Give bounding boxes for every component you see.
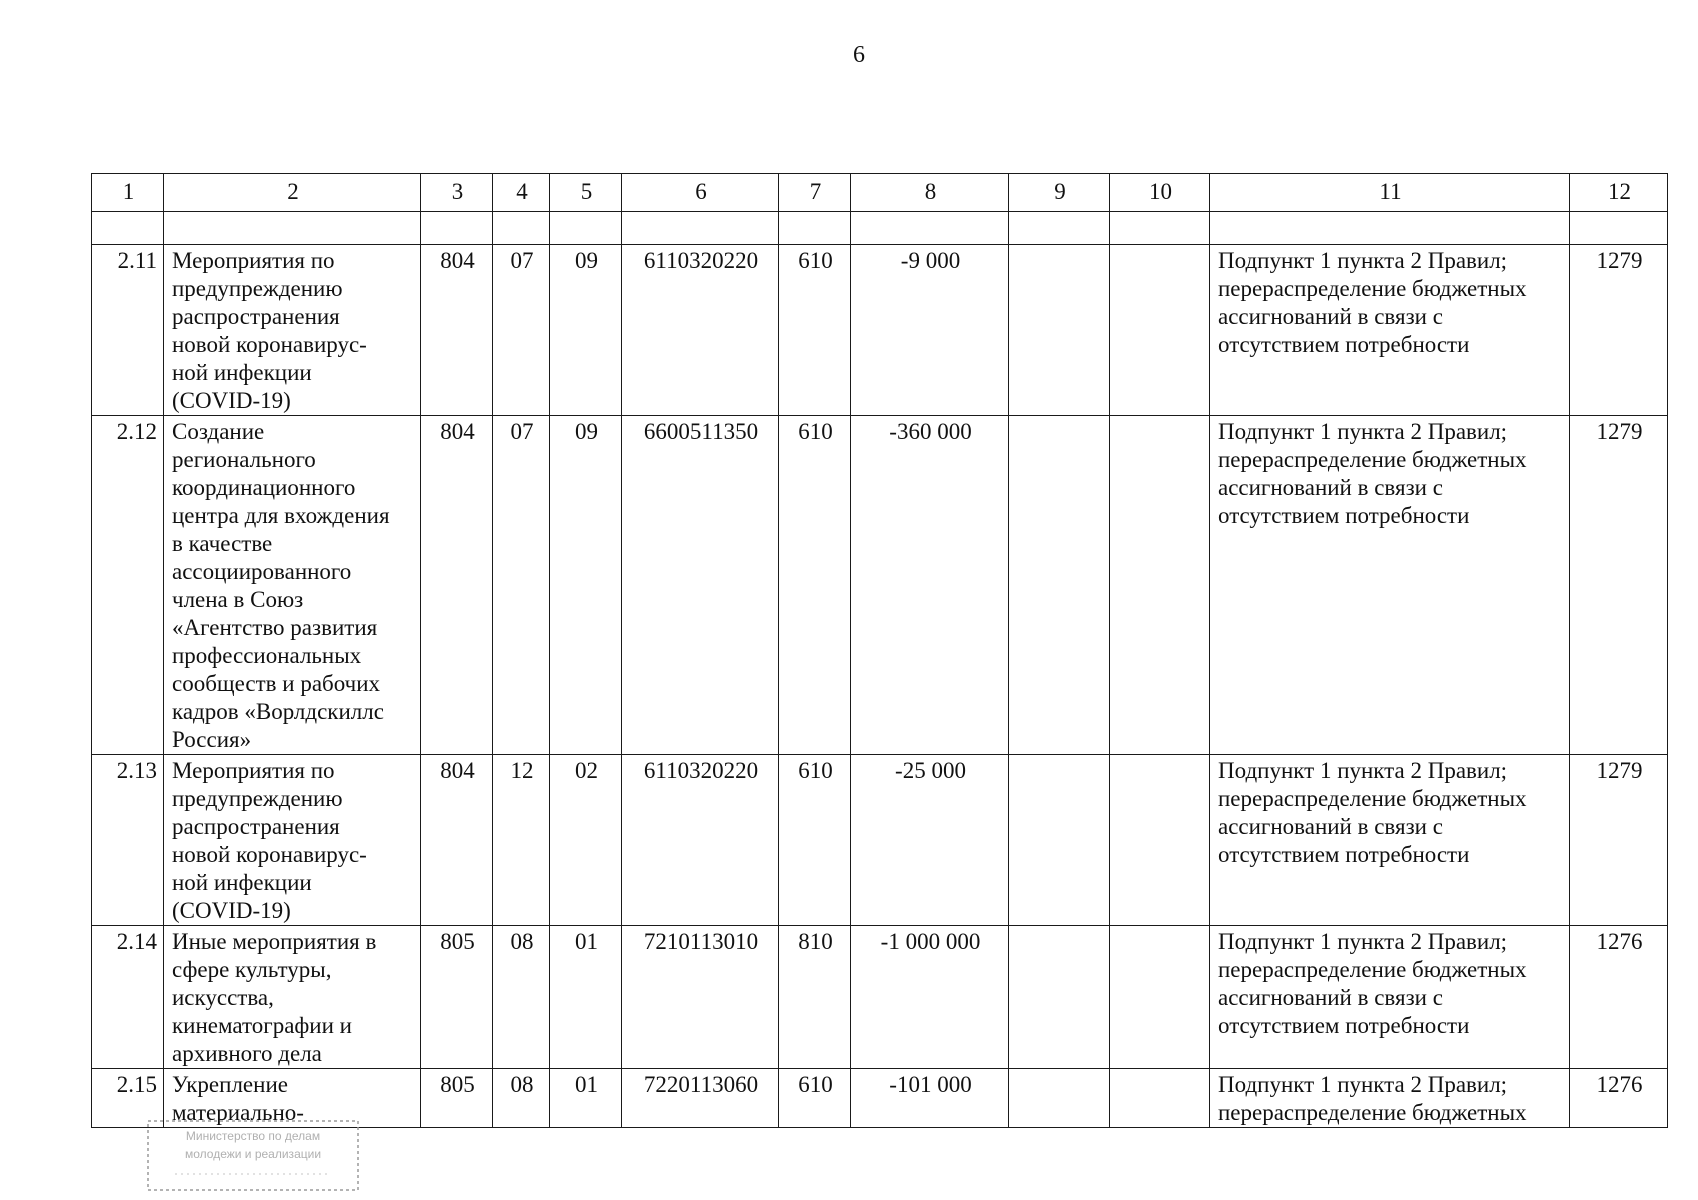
amount: -101 000 (851, 1069, 1009, 1128)
cell-col10 (1110, 1069, 1210, 1128)
basis-text: Подпункт 1 пункта 2 Правил; перераспределение бюджетных ассигнований в связи с отсутствием потребности (1210, 926, 1570, 1069)
column-number: 1 (92, 174, 164, 212)
cell-col12: 1276 (1570, 1069, 1668, 1128)
table-row (92, 245, 1668, 416)
cell-col9 (1009, 416, 1110, 755)
basis-text: Подпункт 1 пункта 2 Правил; перераспределение бюджетных ассигнований в связи с отсутствием потребности (1210, 416, 1570, 755)
cell-col12: 1279 (1570, 245, 1668, 416)
row-number: 2.15 (92, 1069, 164, 1128)
column-number: 7 (779, 174, 851, 212)
cell-col7: 610 (779, 755, 851, 926)
cell-col10 (1110, 416, 1210, 755)
cell-col12: 1279 (1570, 755, 1668, 926)
cell-col3: 804 (421, 755, 493, 926)
amount: -360 000 (851, 416, 1009, 755)
cell-col7: 610 (779, 1069, 851, 1128)
svg-text:Министерство по делам: Министерство по делам (185, 1129, 321, 1143)
cell-col5: 02 (550, 755, 622, 926)
column-number: 2 (164, 174, 421, 212)
amount: -25 000 (851, 755, 1009, 926)
budget-table (91, 173, 1668, 1128)
column-number: 4 (493, 174, 550, 212)
table-row (92, 926, 1668, 1069)
expense-name: Создание регионального координационного центра для вхождения в качестве ассоциированного члена в Союз «Агентство развития профессиональных сообществ и рабочих кадров «Ворлдскиллс Россия» (164, 416, 421, 755)
cell-col12: 1279 (1570, 416, 1668, 755)
column-number: 10 (1110, 174, 1210, 212)
cell-col4: 07 (493, 245, 550, 416)
amount: -1 000 000 (851, 926, 1009, 1069)
cell-col12: 1276 (1570, 926, 1668, 1069)
basis-text: Подпункт 1 пункта 2 Правил; перераспределение бюджетных (1210, 1069, 1570, 1128)
table-row (92, 416, 1668, 755)
row-number: 2.14 (92, 926, 164, 1069)
column-number: 6 (622, 174, 779, 212)
column-number: 8 (851, 174, 1009, 212)
cell-col4: 07 (493, 416, 550, 755)
cell-col5: 01 (550, 926, 622, 1069)
cell-col3: 805 (421, 1069, 493, 1128)
cell-col7: 810 (779, 926, 851, 1069)
cell-col5: 09 (550, 245, 622, 416)
amount: -9 000 (851, 245, 1009, 416)
column-number: 5 (550, 174, 622, 212)
registration-stamp (145, 1118, 361, 1193)
svg-text:молодежи и реализации: молодежи и реализации (184, 1147, 322, 1161)
column-number: 12 (1570, 174, 1668, 212)
cell-col9 (1009, 755, 1110, 926)
cell-col4: 08 (493, 1069, 550, 1128)
cell-col6: 7210113010 (622, 926, 779, 1069)
page-number: 6 (853, 42, 865, 68)
cell-col10 (1110, 755, 1210, 926)
cell-col9 (1009, 245, 1110, 416)
cell-col10 (1110, 245, 1210, 416)
cell-col3: 805 (421, 926, 493, 1069)
cell-col9 (1009, 926, 1110, 1069)
expense-name: Укрепление материально- (164, 1069, 421, 1128)
column-number-row (92, 174, 1668, 212)
spacer-row (92, 212, 1668, 245)
cell-col7: 610 (779, 416, 851, 755)
cell-col5: 09 (550, 416, 622, 755)
expense-name: Мероприятия по предупреждению распространения новой коронавирус- ной инфекции (COVID-19) (164, 245, 421, 416)
row-number: 2.13 (92, 755, 164, 926)
cell-col6: 6110320220 (622, 245, 779, 416)
cell-col6: 6600511350 (622, 416, 779, 755)
column-number: 11 (1210, 174, 1570, 212)
cell-col4: 12 (493, 755, 550, 926)
table-row (92, 755, 1668, 926)
basis-text: Подпункт 1 пункта 2 Правил; перераспределение бюджетных ассигнований в связи с отсутствием потребности (1210, 245, 1570, 416)
cell-col5: 01 (550, 1069, 622, 1128)
cell-col9 (1009, 1069, 1110, 1128)
cell-col6: 7220113060 (622, 1069, 779, 1128)
cell-col3: 804 (421, 245, 493, 416)
column-number: 3 (421, 174, 493, 212)
cell-col4: 08 (493, 926, 550, 1069)
expense-name: Иные мероприятия в сфере культуры, искусства, кинематографии и архивного дела (164, 926, 421, 1069)
cell-col10 (1110, 926, 1210, 1069)
row-number: 2.11 (92, 245, 164, 416)
column-number: 9 (1009, 174, 1110, 212)
cell-col7: 610 (779, 245, 851, 416)
cell-col3: 804 (421, 416, 493, 755)
row-number: 2.12 (92, 416, 164, 755)
basis-text: Подпункт 1 пункта 2 Правил; перераспределение бюджетных ассигнований в связи с отсутствием потребности (1210, 755, 1570, 926)
cell-col6: 6110320220 (622, 755, 779, 926)
expense-name: Мероприятия по предупреждению распространения новой коронавирус- ной инфекции (COVID-19) (164, 755, 421, 926)
